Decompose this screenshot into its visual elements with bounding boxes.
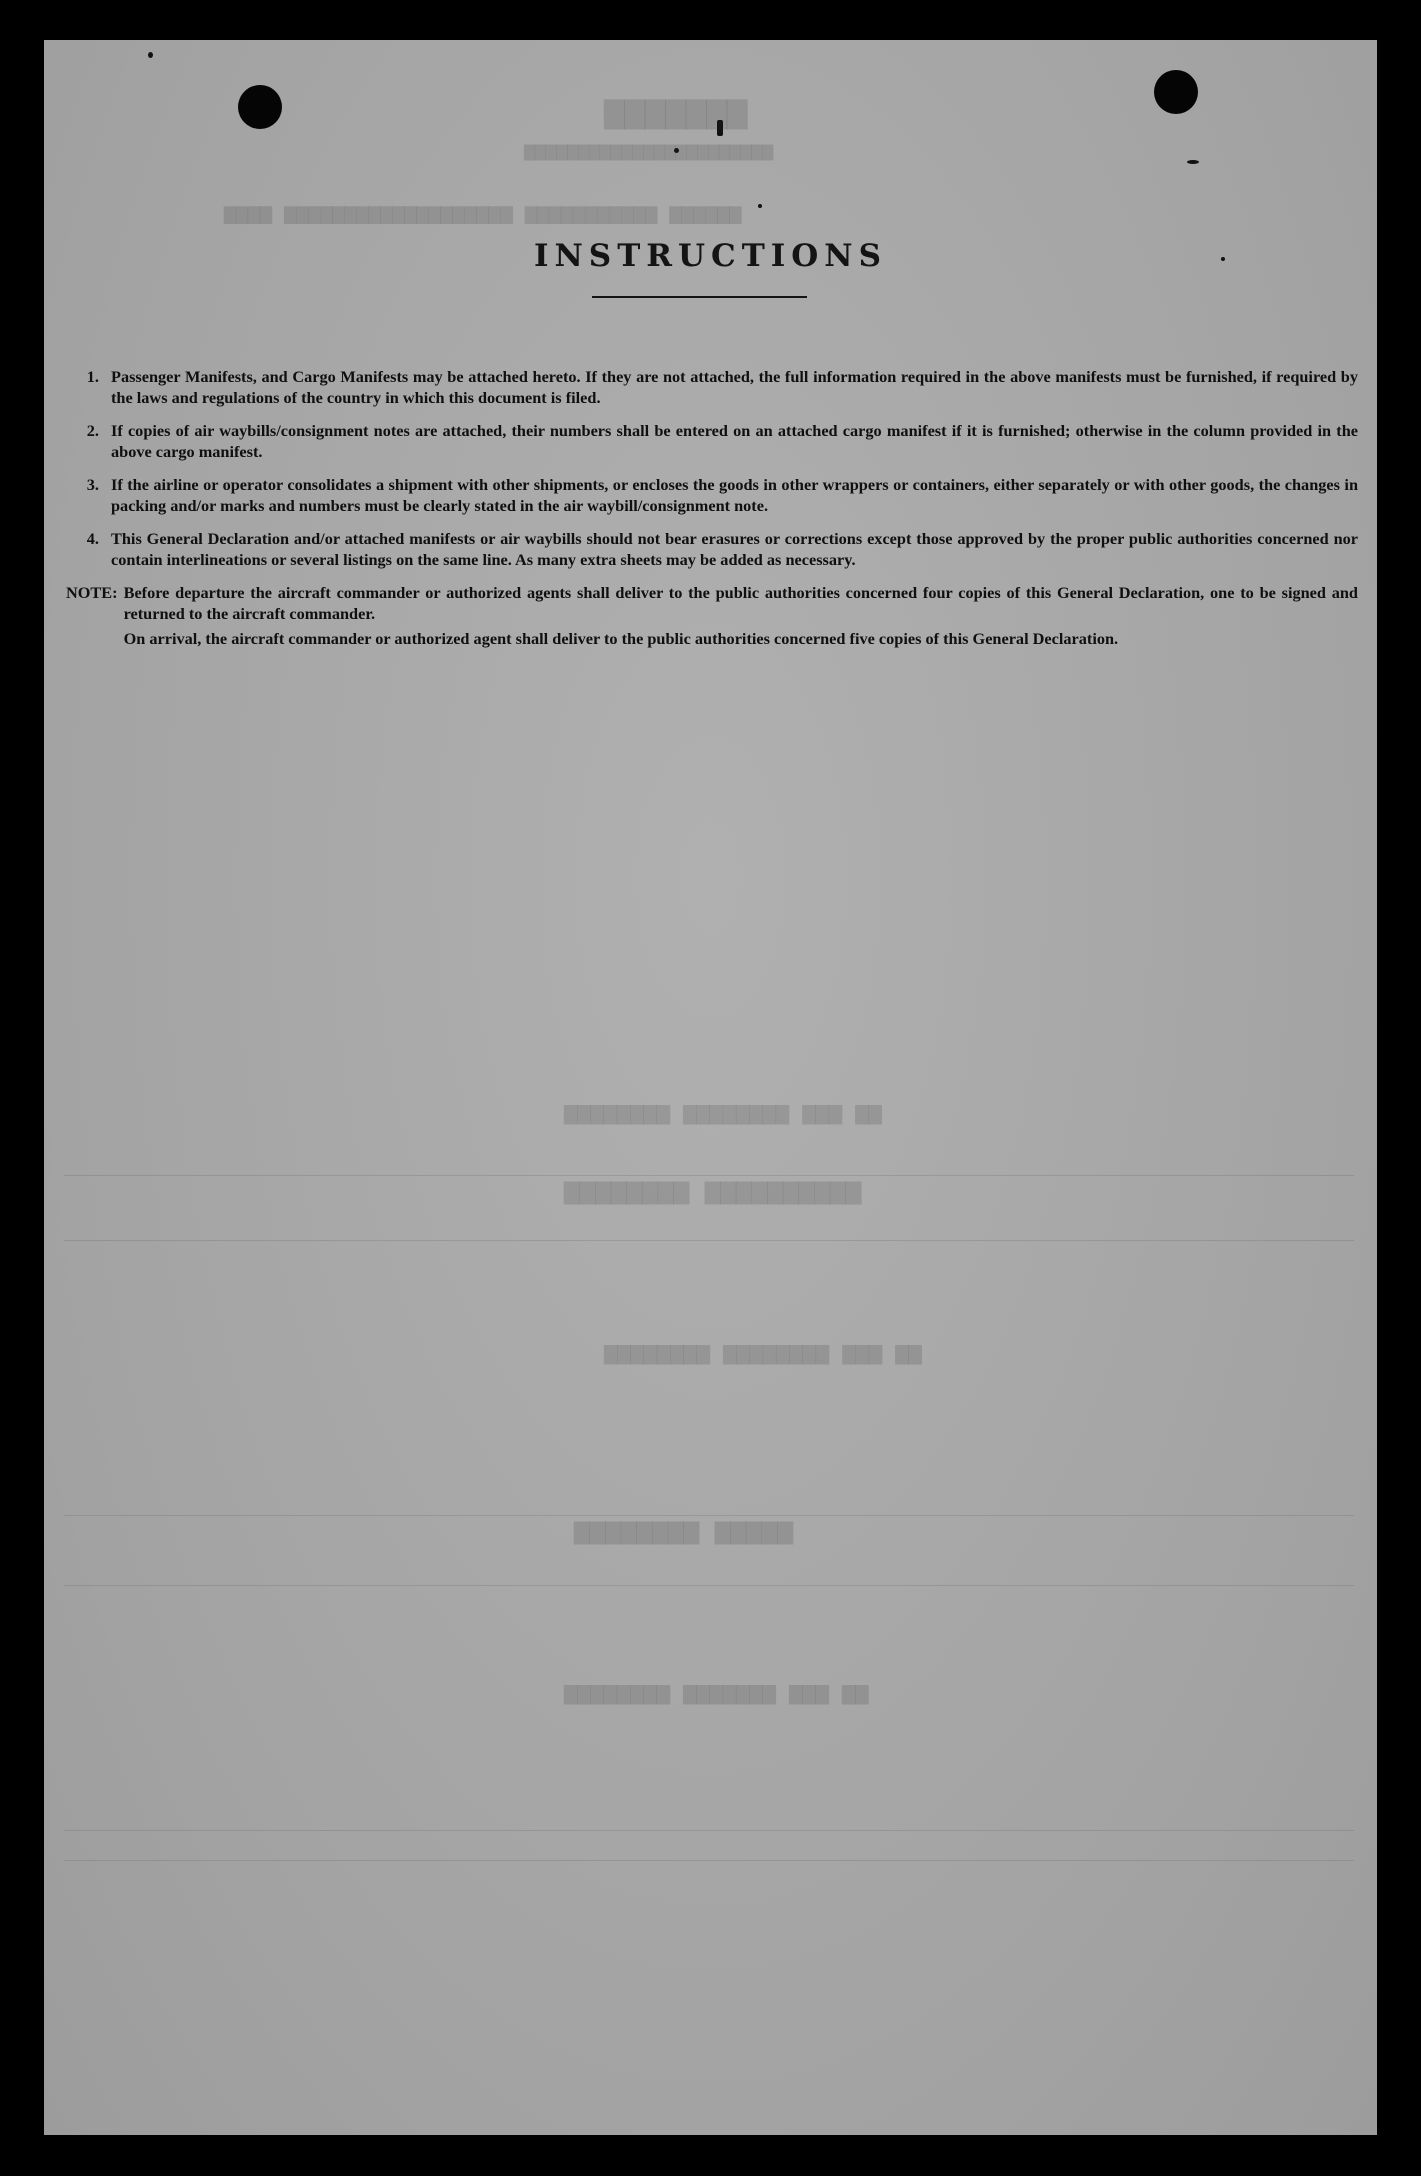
bleed-through-texture: ▆▆ ▆▆▆ ▆▆▆▆▆▆▆ ▆▆▆▆▆▆▆▆: [564, 1681, 869, 1706]
instructions-heading: INSTRUCTIONS: [533, 238, 888, 274]
bleed-through-line: [64, 1860, 1354, 1861]
item-number: 2.: [86, 421, 99, 440]
ink-speck: [1187, 160, 1199, 164]
bleed-through-line: [64, 1585, 1354, 1586]
bleed-through-line: [64, 1515, 1354, 1516]
punch-hole-left: [238, 85, 282, 129]
bleed-through-texture: ▆▆▆▆▆▆▆▆▆▆ ▆▆▆▆▆▆▆▆: [564, 1176, 862, 1206]
item-text: This General Declaration and/or attached manifests or air waybills should not bear erasures or corrections except those approved by the proper public authorities concerned nor contain interlineations or several listings on the same line. As many extra sheets may be added as necessary.: [111, 529, 1358, 569]
note-paragraph: Before departure the aircraft commander or authorized agents shall deliver to the public authorities concerned four copies of this General Declaration, one to be signed and returned to the aircraft commander.: [123, 583, 1358, 623]
note-paragraph: On arrival, the aircraft commander or authorized agent shall deliver to the public authorities concerned five copies of this General Declaration.: [123, 629, 1119, 648]
ink-speck: [758, 204, 762, 208]
item-text: Passenger Manifests, and Cargo Manifests may be attached hereto. If they are not attached, the full information required in the above manifests must be furnished, if required by the laws and regulations of the country in which this document is filed.: [111, 367, 1358, 407]
note-block: [66, 582, 1358, 653]
bleed-through-texture: ▆▆ ▆▆▆ ▆▆▆▆▆▆▆▆ ▆▆▆▆▆▆▆▆: [564, 1101, 882, 1126]
punch-hole-right: [1154, 70, 1198, 114]
bleed-through-texture: ▆▆ ▆▆▆ ▆▆▆▆▆▆▆▆ ▆▆▆▆▆▆▆▆: [604, 1341, 922, 1366]
note-text: [124, 582, 1358, 653]
bleed-through-texture: ▆▆▆▆▆ ▆▆▆▆▆▆▆▆: [574, 1516, 794, 1546]
item-text: If copies of air waybills/consignment notes are attached, their numbers shall be entered on an attached cargo manifest if it is furnished; otherwise in the column provided in the above cargo manifest.: [111, 421, 1358, 461]
instructions-list: [66, 366, 1358, 665]
note-label: NOTE:: [66, 583, 118, 602]
item-number: 1.: [86, 367, 99, 386]
bleed-through-texture: ▆▆▆▆▆▆▆: [604, 94, 748, 132]
instruction-item: [66, 528, 1358, 570]
instruction-item: [66, 366, 1358, 408]
document-page: [44, 40, 1377, 2135]
bleed-through-line: [64, 1830, 1354, 1831]
item-number: 3.: [86, 475, 99, 494]
instruction-item: [66, 474, 1358, 516]
bleed-through-line: [64, 1240, 1354, 1241]
instruction-item: [66, 420, 1358, 462]
ink-speck: [148, 52, 153, 58]
bleed-through-texture: ▆▆▆▆▆▆▆▆▆▆▆▆▆▆▆▆▆▆▆▆▆▆▆: [524, 142, 774, 162]
bleed-through-texture: ▆▆▆▆▆▆ ▆▆▆▆▆▆▆▆▆▆▆ ▆▆▆▆▆▆▆▆▆▆▆▆▆▆▆▆▆▆▆ ▆▆▆▆: [224, 203, 742, 226]
item-number: 4.: [86, 529, 99, 548]
item-text: If the airline or operator consolidates a shipment with other shipments, or encloses the goods in other wrappers or containers, either separately or with other goods, the changes in packing and/or marks and numbers must be clearly stated in the air waybill/consignment note.: [111, 475, 1358, 515]
bleed-through-line: [64, 1175, 1354, 1176]
heading-underline: [592, 296, 807, 298]
